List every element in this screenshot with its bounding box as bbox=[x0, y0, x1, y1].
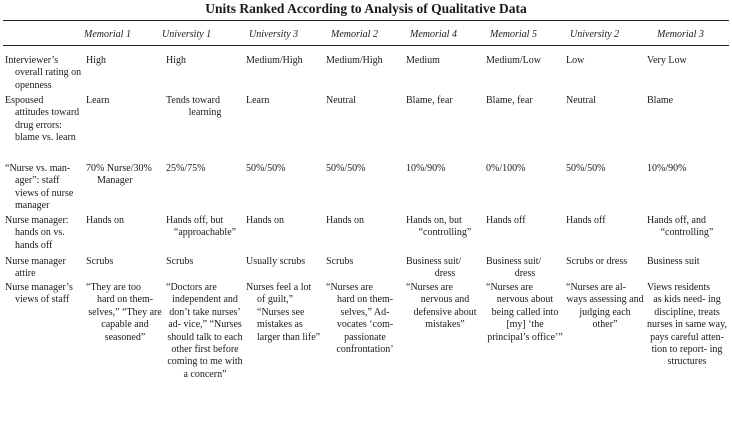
cell-text-continued: nervous about being called into [my] ‘the principal’s office’” bbox=[487, 294, 563, 343]
row-label-first: Interviewer’s bbox=[5, 55, 59, 66]
table-cell bbox=[166, 256, 244, 268]
cell-text-continued: hard on them- selves,” “They are capable and seasoned” bbox=[88, 294, 162, 343]
row-label-first: Espoused bbox=[5, 95, 44, 106]
table-cell bbox=[246, 95, 324, 107]
cell-text: 50%/50% bbox=[326, 163, 366, 174]
table-cell bbox=[246, 282, 324, 344]
cell-text-continued: hard on them- selves,” Ad- vocates ‘com- passionate confrontation’ bbox=[336, 294, 394, 356]
cell-text: Blame, fear bbox=[486, 95, 533, 106]
cell-text: “Nurses are bbox=[406, 282, 453, 293]
row-label bbox=[5, 95, 83, 145]
cell-text: Hands off bbox=[486, 215, 526, 226]
cell-text: Business suit bbox=[647, 256, 700, 267]
cell-text: “Doctors are bbox=[166, 282, 217, 293]
table-cell bbox=[326, 256, 404, 268]
column-header: Memorial 3 bbox=[657, 29, 704, 40]
cell-text-continued: “controlling” bbox=[660, 227, 714, 239]
table-title: Units Ranked According to Analysis of Qualitative Data bbox=[205, 1, 527, 16]
cell-text: Hands on bbox=[246, 215, 285, 226]
table-cell bbox=[166, 215, 244, 240]
cell-text: Neutral bbox=[566, 95, 596, 106]
row-label bbox=[5, 282, 83, 307]
cell-text-continued: “approachable” bbox=[173, 227, 237, 239]
table-cell bbox=[566, 95, 644, 107]
top-rule bbox=[3, 20, 729, 21]
table-cell bbox=[566, 282, 644, 332]
table-cell bbox=[647, 215, 727, 240]
cell-text: Hands off, and bbox=[647, 215, 706, 226]
table-cell bbox=[326, 95, 404, 107]
row-label-first: Nurse manager bbox=[5, 256, 66, 267]
table-cell bbox=[486, 163, 564, 175]
cell-text: Scrubs bbox=[86, 256, 114, 267]
column-header: Memorial 5 bbox=[490, 29, 537, 40]
cell-text-continued: independent and don’t take nurses’ ad- vice,” “Nurses should talk to each other first before coming to me with a concern” bbox=[167, 294, 243, 380]
table-cell bbox=[566, 215, 644, 227]
column-header: Memorial 2 bbox=[331, 29, 378, 40]
table-cell bbox=[86, 163, 164, 188]
cell-text: Business suit/ bbox=[406, 256, 462, 267]
cell-text: Hands on, but bbox=[406, 215, 462, 226]
table-cell bbox=[326, 282, 404, 356]
table-cell bbox=[86, 55, 164, 67]
row-label-rest: attitudes toward drug errors: blame vs. learn bbox=[15, 107, 80, 144]
table-cell bbox=[326, 215, 404, 227]
cell-text: Medium bbox=[406, 55, 440, 66]
cell-text: High bbox=[86, 55, 106, 66]
table-cell bbox=[406, 256, 484, 281]
table-cell bbox=[406, 163, 484, 175]
table-cell bbox=[566, 55, 644, 67]
table-cell bbox=[166, 95, 244, 120]
cell-text: Scrubs or dress bbox=[566, 256, 628, 267]
row-label bbox=[5, 215, 83, 252]
cell-text: Business suit/ bbox=[486, 256, 542, 267]
cell-text: Hands off, but bbox=[166, 215, 224, 226]
cell-text: Scrubs bbox=[166, 256, 194, 267]
table-cell bbox=[246, 163, 324, 175]
table-cell bbox=[647, 95, 727, 107]
table-cell bbox=[86, 215, 164, 227]
table-cell bbox=[86, 282, 164, 344]
row-label-rest: overall rating on openness bbox=[15, 67, 82, 91]
row-label bbox=[5, 256, 83, 281]
table-cell bbox=[86, 256, 164, 268]
row-label-first: Nurse manager’s bbox=[5, 282, 73, 293]
cell-text: Medium/High bbox=[326, 55, 383, 66]
cell-text: Blame, fear bbox=[406, 95, 453, 106]
cell-text: 70% Nurse/30% bbox=[86, 163, 152, 174]
cell-text: Neutral bbox=[326, 95, 356, 106]
row-label-rest: ager”: staff views of nurse manager bbox=[15, 175, 74, 212]
table-cell bbox=[246, 215, 324, 227]
cell-text: Medium/Low bbox=[486, 55, 541, 66]
row-label-first: “Nurse vs. man- bbox=[5, 163, 71, 174]
cell-text: Scrubs bbox=[326, 256, 354, 267]
table-cell bbox=[166, 282, 244, 381]
column-header: University 1 bbox=[162, 29, 212, 40]
row-label-rest: hands on vs. hands off bbox=[15, 227, 65, 251]
column-header: University 3 bbox=[249, 29, 299, 40]
table-cell bbox=[647, 282, 727, 369]
table-cell bbox=[647, 55, 727, 67]
cell-text: “Nurses are bbox=[326, 282, 373, 293]
cell-text: 50%/50% bbox=[566, 163, 606, 174]
cell-text: Usually scrubs bbox=[246, 256, 306, 267]
column-header: Memorial 1 bbox=[84, 29, 131, 40]
cell-text-continued: Manager bbox=[97, 175, 133, 187]
table-cell bbox=[406, 55, 484, 67]
cell-text: Hands on bbox=[326, 215, 365, 226]
row-label bbox=[5, 55, 83, 92]
cell-text: 10%/90% bbox=[406, 163, 446, 174]
row-label-rest: attire bbox=[15, 268, 36, 280]
table-cell bbox=[566, 163, 644, 175]
table-cell bbox=[406, 95, 484, 107]
table-cell bbox=[566, 256, 644, 268]
table-cell bbox=[486, 55, 564, 67]
cell-text: Very Low bbox=[647, 55, 687, 66]
cell-text: “Nurses are al- bbox=[566, 282, 626, 293]
table-cell bbox=[486, 256, 564, 281]
cell-text: Nurses feel a lot bbox=[246, 282, 312, 293]
table-cell bbox=[326, 55, 404, 67]
cell-text-continued: ways assessing and judging each other” bbox=[566, 294, 644, 331]
row-label-rest: views of staff bbox=[15, 294, 70, 306]
cell-text: Views residents bbox=[647, 282, 710, 293]
row-label-first: Nurse manager: bbox=[5, 215, 69, 226]
cell-text: “Nurses are bbox=[486, 282, 533, 293]
table-cell bbox=[246, 256, 324, 268]
table-cell bbox=[166, 55, 244, 67]
table-cell bbox=[486, 282, 564, 344]
column-header: Memorial 4 bbox=[410, 29, 457, 40]
cell-text: 0%/100% bbox=[486, 163, 526, 174]
cell-text: Medium/High bbox=[246, 55, 303, 66]
cell-text: 25%/75% bbox=[166, 163, 206, 174]
table-cell bbox=[486, 215, 564, 227]
header-rule bbox=[3, 45, 729, 46]
table-cell bbox=[246, 55, 324, 67]
cell-text-continued: nervous and defensive about mistakes” bbox=[413, 294, 477, 331]
cell-text-continued: as kids need- ing discipline, treats nurses in same way, pays careful atten- tion to report- ing structures bbox=[647, 294, 727, 368]
table-cell bbox=[406, 282, 484, 332]
table-cell bbox=[647, 163, 727, 175]
cell-text-continued: of guilt,” “Nurses see mistakes as larger than life” bbox=[257, 294, 321, 343]
cell-text-continued: “controlling” bbox=[418, 227, 472, 239]
table-cell bbox=[647, 256, 727, 268]
cell-text: “They are too bbox=[86, 282, 141, 293]
column-header: University 2 bbox=[570, 29, 620, 40]
cell-text: High bbox=[166, 55, 186, 66]
cell-text: Blame bbox=[647, 95, 674, 106]
cell-text: Tends toward bbox=[166, 95, 221, 106]
cell-text: 10%/90% bbox=[647, 163, 687, 174]
row-label bbox=[5, 163, 83, 213]
cell-text: Low bbox=[566, 55, 585, 66]
cell-text: Hands on bbox=[86, 215, 125, 226]
table-cell bbox=[86, 95, 164, 107]
table-cell bbox=[166, 163, 244, 175]
cell-text: 50%/50% bbox=[246, 163, 286, 174]
cell-text: Hands off bbox=[566, 215, 606, 226]
cell-text-continued: dress bbox=[434, 268, 456, 280]
table-cell bbox=[326, 163, 404, 175]
table-cell bbox=[406, 215, 484, 240]
cell-text-continued: dress bbox=[514, 268, 536, 280]
cell-text-continued: learning bbox=[188, 107, 222, 119]
cell-text: Learn bbox=[246, 95, 270, 106]
cell-text: Learn bbox=[86, 95, 110, 106]
table-cell bbox=[486, 95, 564, 107]
